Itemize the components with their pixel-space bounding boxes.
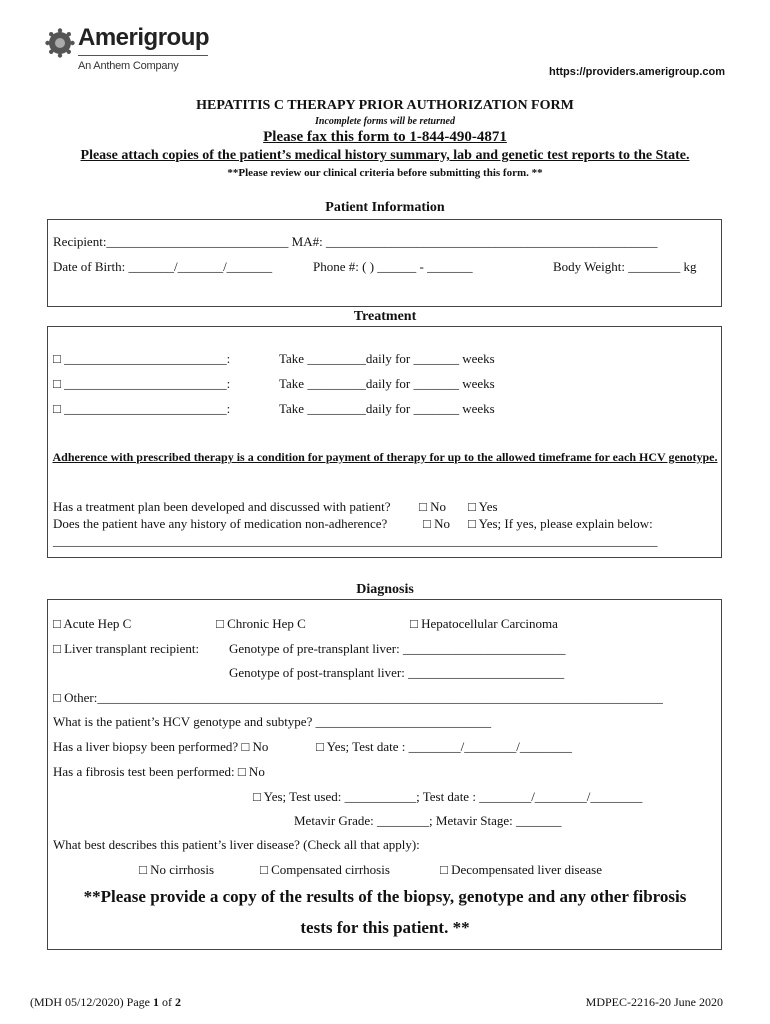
dob-field[interactable]: Date of Birth: _______/_______/_______ <box>53 259 273 274</box>
treatment-plan-no-checkbox[interactable]: □ No <box>419 499 446 514</box>
provider-url: https://providers.amerigroup.com <box>548 66 725 78</box>
page-total: 2 <box>175 995 181 1009</box>
recipient-ma-field[interactable]: Recipient:____________________________ MA#: ___________________________________________________ <box>53 234 658 249</box>
logo-divider <box>78 55 208 56</box>
form-code: MDPEC-2216-20 June 2020 <box>585 995 723 1009</box>
post-transplant-genotype-field[interactable]: Genotype of post-transplant liver: ________________________ <box>229 665 565 680</box>
page-footer-left: (MDH 05/12/2020) Page 1 of 2 <box>30 995 181 1009</box>
fibrosis-yes-field[interactable]: □ Yes; Test used: ___________; Test date : ________/________/________ <box>253 789 643 804</box>
drug-field-3[interactable]: □ _________________________: <box>53 401 231 416</box>
amerigroup-logo-icon <box>45 28 75 58</box>
review-note: **Please review our clinical criteria before submitting this form. ** <box>227 167 543 179</box>
biopsy-yes-field[interactable]: □ Yes; Test date : ________/________/________ <box>316 739 572 754</box>
drug-field-2[interactable]: □ _________________________: <box>53 376 231 391</box>
attach-instruction: Please attach copies of the patient’s medical history summary, lab and genetic test reports to the State. <box>80 148 690 163</box>
adherence-notice: Adherence with prescribed therapy is a condition for payment of therapy for up to the allowed timeframe for each HCV genotype. <box>52 450 718 464</box>
other-checkbox[interactable]: □ Other:_______________________________________________________________________________________ <box>53 690 663 705</box>
acute-hepc-checkbox[interactable]: □ Acute Hep C <box>53 616 132 631</box>
form-title: HEPATITIS C THERAPY PRIOR AUTHORIZATION FORM <box>196 98 574 113</box>
compensated-cirrhosis-checkbox[interactable]: □ Compensated cirrhosis <box>260 862 390 877</box>
liver-disease-question: What best describes this patient’s liver disease? (Check all that apply): <box>53 837 420 852</box>
metavir-field[interactable]: Metavir Grade: ________; Metavir Stage: _______ <box>294 813 562 828</box>
patient-info-heading: Patient Information <box>325 200 445 215</box>
genotype-subtype-field[interactable]: What is the patient’s HCV genotype and subtype? ___________________________ <box>53 714 492 729</box>
body-weight-field[interactable]: Body Weight: ________ kg <box>553 259 697 274</box>
treatment-plan-question: Has a treatment plan been developed and discussed with patient? <box>53 499 391 514</box>
dose-field-3[interactable]: Take _________daily for _______ weeks <box>279 401 495 416</box>
biopsy-no-checkbox[interactable]: Has a liver biopsy been performed? □ No <box>53 739 269 754</box>
treatment-plan-yes-checkbox[interactable]: □ Yes <box>468 499 498 514</box>
page-number: 1 <box>153 995 159 1009</box>
nonadherence-yes-checkbox[interactable]: □ Yes; If yes, please explain below: <box>468 516 653 531</box>
provide-results-line-2: tests for this patient. ** <box>300 918 470 937</box>
no-cirrhosis-checkbox[interactable]: □ No cirrhosis <box>139 862 215 877</box>
nonadherence-no-checkbox[interactable]: □ No <box>423 516 450 531</box>
dose-field-1[interactable]: Take _________daily for _______ weeks <box>279 351 495 366</box>
drug-field-1[interactable]: □ _________________________: <box>53 351 231 366</box>
diagnosis-heading: Diagnosis <box>356 582 414 597</box>
explanation-line[interactable]: _____________________________________________________________________________________________ <box>53 533 658 548</box>
brand-name: Amerigroup <box>78 24 210 51</box>
fax-instruction: Please fax this form to 1-844-490-4871 <box>263 129 507 145</box>
chronic-hepc-checkbox[interactable]: □ Chronic Hep C <box>216 616 306 631</box>
provide-results-line-1: **Please provide a copy of the results of the biopsy, genotype and any other fibrosis <box>83 887 687 906</box>
dose-field-2[interactable]: Take _________daily for _______ weeks <box>279 376 495 391</box>
brand-subtitle: An Anthem Company <box>78 60 179 72</box>
pre-transplant-genotype-field[interactable]: Genotype of pre-transplant liver: _________________________ <box>229 641 566 656</box>
fibrosis-no-checkbox[interactable]: Has a fibrosis test been performed: □ No <box>53 764 265 779</box>
liver-transplant-checkbox[interactable]: □ Liver transplant recipient: <box>53 641 200 656</box>
decompensated-checkbox[interactable]: □ Decompensated liver disease <box>440 862 602 877</box>
nonadherence-question: Does the patient have any history of medication non-adherence? <box>53 516 388 531</box>
phone-field[interactable]: Phone #: ( ) ______ - _______ <box>313 259 473 274</box>
incomplete-note: Incomplete forms will be returned <box>315 116 455 127</box>
hcc-checkbox[interactable]: □ Hepatocellular Carcinoma <box>410 616 558 631</box>
treatment-heading: Treatment <box>353 309 417 324</box>
